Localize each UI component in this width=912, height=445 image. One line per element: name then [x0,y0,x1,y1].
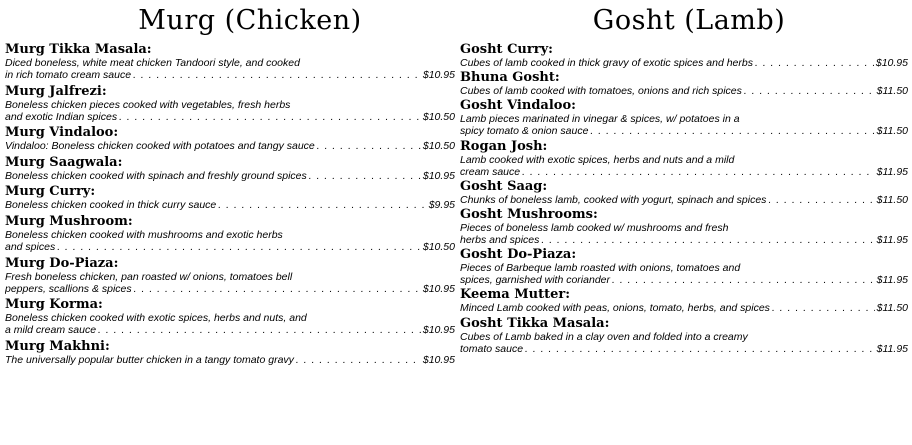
dish-price-line [5,111,455,123]
dish-name: Murg Jalfrezi: [5,83,107,99]
dish-description-text: The universally popular butter chicken in a tangy tomato gravy [5,353,294,366]
dot-leader [522,166,875,178]
dish-description-text: Cubes of Lamb baked in a clay oven and folded into a creamy [460,330,748,343]
dot-leader [525,343,875,355]
dish-price: $10.95 [422,169,455,182]
dish-price-line [460,194,908,206]
dish-price: $11.95 [876,233,908,246]
dish-name: Gosht Tikka Masala: [460,315,610,331]
dot-leader [317,140,421,152]
dot-leader [744,85,875,97]
dish-description-text: Chunks of boneless lamb, cooked with yogurt, spinach and spices [460,193,767,206]
lamb-menu-list [460,42,908,355]
dish-description-line [460,331,908,343]
dish-price: $9.95 [428,199,455,212]
dot-leader [98,324,421,336]
dish-description-line [460,154,908,166]
dish-description-text: a mild cream sauce [5,324,97,337]
dish-price-line [460,125,908,137]
dot-leader [772,302,875,314]
dish-price: $11.95 [876,274,908,287]
dish-price-line [460,343,908,355]
dish-name: Gosht Curry: [460,42,553,57]
dish-description-text: and spices [5,240,56,253]
dish-price: $10.95 [422,69,455,81]
menu-item [460,139,908,178]
dish-price: $10.95 [422,282,455,295]
dish-description-line [460,262,908,274]
dish-name: Murg Saagwala: [5,154,123,170]
chicken-column [5,0,455,368]
dish-description-text: Boneless chicken pieces cooked with vegetables, fresh herbs [5,98,291,111]
dish-description-text: Diced boneless, white meat chicken Tandoori style, and cooked [5,57,300,69]
dish-price-line [460,166,908,178]
lamb-column [460,0,908,356]
dish-price: $10.50 [422,140,455,153]
dot-leader [541,234,874,246]
dish-description-text: Lamb cooked with exotic spices, herbs and nuts and a mild [460,153,735,166]
dot-leader [296,354,421,366]
dish-price-line [5,199,455,211]
menu-item [5,297,455,336]
dish-description-line [5,312,455,324]
dish-price: $11.50 [876,193,908,206]
menu-item [5,214,455,253]
menu-item [460,247,908,286]
dish-price: $11.50 [876,302,908,315]
dot-leader [590,125,874,137]
dish-price-line [5,140,455,152]
dish-description-text: in rich tomato cream sauce [5,69,132,81]
dish-price-line [460,302,908,314]
dish-price: $10.95 [422,353,455,366]
dish-description-text: herbs and spices [460,233,540,246]
dish-name: Murg Tikka Masala: [5,42,152,57]
dish-name: Murg Curry: [5,184,96,200]
dish-price-line [5,69,455,81]
dish-description-text: Cubes of lamb cooked with tomatoes, onions and rich spices [460,85,742,98]
dish-name: Murg Mushroom: [5,213,133,229]
menu-item [460,287,908,314]
dish-description-text: Boneless chicken cooked with exotic spices, herbs and nuts, and [5,312,307,325]
menu-item [5,184,455,211]
dish-description-text: Lamb pieces marinated in vinegar & spices, w/ potatoes in a [460,113,740,126]
dish-price-line [460,85,908,97]
menu-item [460,42,908,69]
dish-price: $10.50 [422,110,455,123]
dish-name: Keema Mutter: [460,287,571,303]
dish-name: Gosht Saag: [460,178,548,194]
chicken-menu-list [5,42,455,366]
dish-price-line [460,274,908,286]
dish-price: $11.50 [876,85,908,98]
dish-description-line [460,113,908,125]
menu-item [460,179,908,206]
menu-item [5,155,455,182]
dish-price-line [5,283,455,295]
menu-item [5,84,455,123]
chicken-section-heading: Murg (Chicken) [138,5,362,36]
dish-description-text: and exotic Indian spices [5,110,118,123]
dish-price: $10.95 [422,324,455,337]
dish-price: $11.50 [876,125,908,138]
dish-price-line [5,170,455,182]
dish-description-text: Boneless chicken cooked with spinach and freshly ground spices [5,169,307,182]
dot-leader [134,283,421,295]
dish-name: Bhuna Gosht: [460,70,560,86]
dish-description-text: Vindaloo: Boneless chicken cooked with potatoes and tangy sauce [5,140,315,153]
dot-leader [755,57,874,69]
dot-leader [218,199,426,211]
dish-description-text: peppers, scallions & spices [5,282,132,295]
dish-name: Murg Makhni: [5,338,110,354]
dish-name: Murg Vindaloo: [5,125,119,141]
dish-description-text: spices, garnished with coriander [460,274,610,287]
dish-description-text: spicy tomato & onion sauce [460,125,589,138]
dish-description-text: tomato sauce [460,342,524,355]
dish-price-line [460,234,908,246]
dish-price-line [5,241,455,253]
menu-item [460,316,908,355]
menu-item [5,256,455,295]
dish-description-line [5,99,455,111]
dish-price: $10.50 [422,240,455,253]
dish-name: Murg Do-Piaza: [5,255,119,271]
dish-description-text: Pieces of Barbeque lamb roasted with onions, tomatoes and [460,262,741,275]
dish-description-text: Boneless chicken cooked in thick curry sauce [5,199,217,212]
dish-name: Gosht Mushrooms: [460,206,598,222]
dish-description-text: Pieces of boneless lamb cooked w/ mushrooms and fresh [460,221,729,234]
lamb-section-heading: Gosht (Lamb) [592,5,786,36]
dish-name: Gosht Do-Piaza: [460,247,577,263]
menu-item [5,125,455,152]
dot-leader [57,241,421,253]
dish-price: $11.95 [876,165,908,178]
dish-price-line [460,57,908,69]
menu-item [5,42,455,81]
dish-description-line [5,229,455,241]
dot-leader [133,69,421,81]
dot-leader [612,274,875,286]
dish-description-text: Boneless chicken cooked with mushrooms and exotic herbs [5,228,283,241]
dot-leader [768,194,874,206]
dish-name: Gosht Vindaloo: [460,98,576,114]
dish-description-text: cream sauce [460,165,521,178]
dot-leader [119,111,421,123]
dish-price-line [5,354,455,366]
menu-item [5,339,455,366]
dish-price: $11.95 [876,342,908,355]
dish-description-text: Fresh boneless chicken, pan roasted w/ onions, tomatoes bell [5,270,293,283]
dish-name: Murg Korma: [5,297,103,313]
menu-item [460,207,908,246]
menu-item [460,98,908,137]
dish-description-text: Cubes of lamb cooked in thick gravy of exotic spices and herbs [460,57,753,69]
dish-description-line [5,57,455,69]
dish-name: Rogan Josh: [460,138,548,154]
menu-item [460,70,908,97]
dish-price: $10.95 [875,57,908,69]
dot-leader [309,170,421,182]
dish-description-line [5,271,455,283]
dish-description-line [460,222,908,234]
dish-description-text: Minced Lamb cooked with peas, onions, tomato, herbs, and spices [460,302,770,315]
dish-price-line [5,324,455,336]
